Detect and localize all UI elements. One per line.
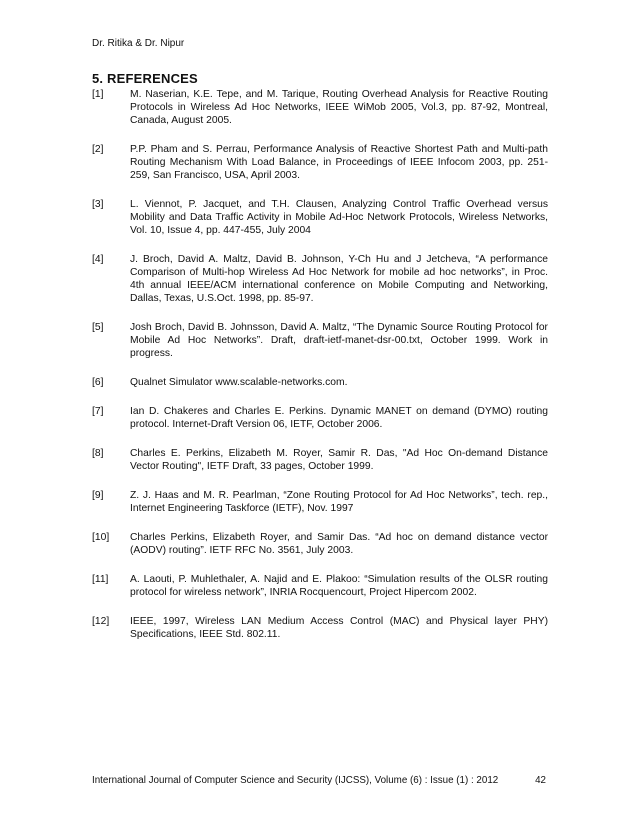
reference-text: J. Broch, David A. Maltz, David B. Johnson, Y-Ch Hu and J Jetcheva, “A performance Comparison of Multi-hop Wireless Ad Hoc Network for mobile ad hoc networks”, in Proc. 4th annual IEEE/ACM international conference on Mobile Computing and Networking, Dallas, Texas, U.S.Oct. 1998, pp. 85-97. xyxy=(130,254,548,304)
reference-number: [2] xyxy=(92,144,104,155)
reference-text: IEEE, 1997, Wireless LAN Medium Access Control (MAC) and Physical layer PHY) Specifications, IEEE Std. 802.11. xyxy=(130,616,548,640)
page-number: 42 xyxy=(535,775,546,786)
reference-number: [6] xyxy=(92,377,104,388)
reference-item xyxy=(92,321,548,360)
reference-text: A. Laouti, P. Muhlethaler, A. Najid and E. Plakoo: “Simulation results of the OLSR routing protocol for wireless network”, INRIA Rocquencourt, Project Hipercom 2002. xyxy=(130,574,548,598)
reference-number: [1] xyxy=(92,89,104,100)
reference-item xyxy=(92,88,548,127)
reference-item xyxy=(92,198,548,237)
reference-item xyxy=(92,376,548,389)
reference-number: [10] xyxy=(92,532,110,543)
reference-number: [8] xyxy=(92,448,104,459)
reference-item xyxy=(92,253,548,305)
reference-number: [4] xyxy=(92,254,104,265)
section-title: 5. REFERENCES xyxy=(92,71,198,86)
reference-item xyxy=(92,489,548,515)
reference-number: [12] xyxy=(92,616,110,627)
reference-text: P.P. Pham and S. Perrau, Performance Analysis of Reactive Shortest Path and Multi-path Routing Mechanism With Load Balance, in Proceedings of IEEE Infocom 2003, pp. 251-259, San Francisco, USA, April 2003. xyxy=(130,144,548,181)
reference-text: Z. J. Haas and M. R. Pearlman, “Zone Routing Protocol for Ad Hoc Networks”, tech. rep., Internet Engineering Taskforce (IETF), Nov. 1997 xyxy=(130,490,548,514)
reference-item xyxy=(92,615,548,641)
reference-text: Charles Perkins, Elizabeth Royer, and Samir Das. “Ad hoc on demand distance vector (AODV) routing”. IETF RFC No. 3561, July 2003. xyxy=(130,532,548,556)
reference-item xyxy=(92,447,548,473)
footer-journal-citation: International Journal of Computer Science and Security (IJCSS), Volume (6) : Issue (1) : 2012 xyxy=(92,775,499,786)
reference-text: Charles E. Perkins, Elizabeth M. Royer, Samir R. Das, "Ad Hoc On-demand Distance Vector Routing", IETF Draft, 33 pages, October 1999. xyxy=(130,448,548,472)
reference-item xyxy=(92,573,548,599)
reference-list xyxy=(92,88,548,657)
reference-text: Qualnet Simulator www.scalable-networks.com. xyxy=(130,377,348,388)
reference-text: M. Naserian, K.E. Tepe, and M. Tarique, Routing Overhead Analysis for Reactive Routing Protocols in Wireless Ad Hoc Networks, IEEE WiMob 2005, Vol.3, pp. 87-92, Montreal, Canada, August 2005. xyxy=(130,89,548,126)
reference-number: [3] xyxy=(92,199,104,210)
reference-item xyxy=(92,405,548,431)
reference-number: [11] xyxy=(92,574,109,585)
reference-number: [5] xyxy=(92,322,104,333)
reference-number: [9] xyxy=(92,490,104,501)
running-header-authors: Dr. Ritika & Dr. Nipur xyxy=(92,38,185,49)
reference-text: Ian D. Chakeres and Charles E. Perkins. Dynamic MANET on demand (DYMO) routing protocol. Internet-Draft Version 06, IETF, October 2006. xyxy=(130,406,548,430)
reference-number: [7] xyxy=(92,406,104,417)
reference-item xyxy=(92,143,548,182)
page-footer xyxy=(92,775,546,787)
reference-text: Josh Broch, David B. Johnsson, David A. Maltz, “The Dynamic Source Routing Protocol for Mobile Ad Hoc Networks”. Draft, draft-ietf-manet-dsr-00.txt, October 1999. Work in progress. xyxy=(130,322,548,359)
reference-text: L. Viennot, P. Jacquet, and T.H. Clausen, Analyzing Control Traffic Overhead versus Mobility and Data Traffic Activity in Mobile Ad-Hoc Network Protocols, Wireless Networks, Vol. 10, Issue 4, pp. 447-455, July 2004 xyxy=(130,199,548,236)
reference-item xyxy=(92,531,548,557)
